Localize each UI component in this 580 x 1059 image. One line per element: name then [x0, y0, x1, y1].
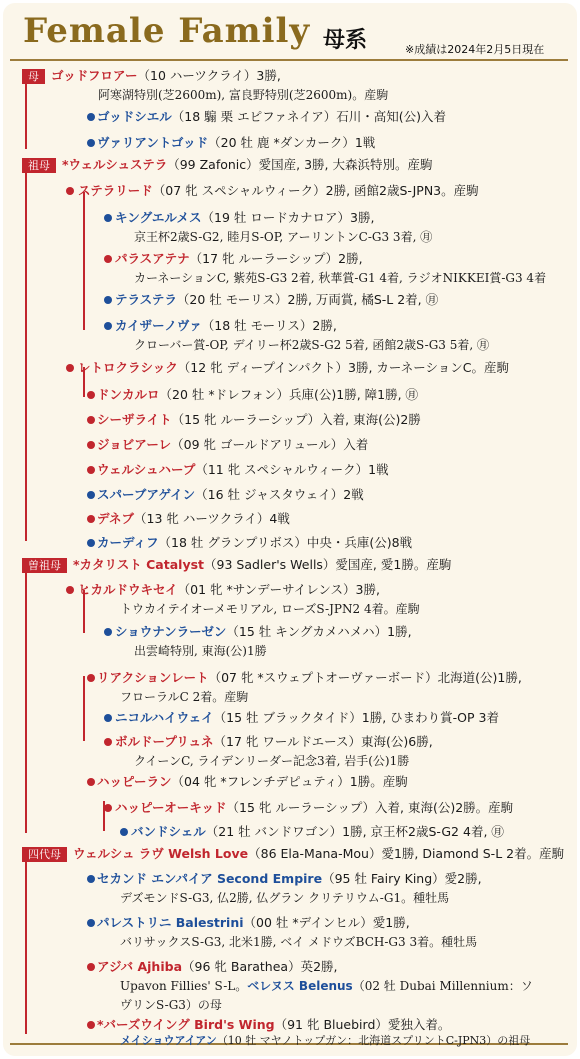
divider [10, 59, 568, 61]
horse-name[interactable]: テラステラ [115, 292, 177, 307]
bullet-icon [66, 586, 74, 594]
tree-line [25, 563, 27, 833]
entry-row [97, 871, 482, 887]
page-title-jp: 母系 [323, 28, 368, 53]
horse-name[interactable]: ジョビアーレ [97, 437, 172, 452]
horse-info: （18 騸 栗 エピファネイア）石川・高知(公)入着 [171, 109, 446, 124]
bullet-icon [104, 296, 112, 304]
entry-row [78, 582, 380, 598]
horse-name[interactable]: ショウナンラーゼン [115, 624, 227, 639]
entry-row [97, 109, 446, 125]
horse-info: （15 牝 ルーラーシップ）入着, 東海(公)2勝。産駒 [226, 800, 514, 815]
bullet-icon [104, 714, 112, 722]
horse-info: （15 牡 キングカメハメハ）1勝, [226, 624, 412, 639]
entry-row [97, 1017, 450, 1033]
horse-info: （95 牡 Fairy King）愛2勝, [322, 871, 482, 886]
entry-row [22, 68, 281, 84]
bullet-icon [87, 491, 95, 499]
entry-row [22, 157, 433, 173]
horse-info: （18 牡 グランプリボス）中央・兵庫(公)8戦 [158, 535, 413, 550]
horse-name[interactable]: パラスアテナ [115, 251, 190, 266]
horse-name[interactable]: ハッピーラン [97, 774, 172, 789]
horse-name[interactable]: ニコルハイウェイ [115, 710, 214, 725]
horse-info: （17 牝 ワールドエース）東海(公)6勝, [213, 734, 433, 749]
horse-info: （09 牝 ゴールドアリュール）入着 [171, 437, 369, 452]
entry-row [78, 183, 479, 199]
horse-name[interactable]: *カタリスト Catalyst [73, 557, 205, 572]
horse-info: （19 牡 ロードカナロア）3勝, [201, 210, 375, 225]
horse-name[interactable]: セカンド エンパイア Second Empire [97, 871, 323, 886]
horse-info: （07 牝 *スウェプトオーヴァーボード）北海道(公)1勝, [208, 670, 522, 685]
bullet-icon [87, 466, 95, 474]
tree-line [83, 676, 85, 741]
offspring-name[interactable]: メイショウアイアン [120, 1034, 217, 1047]
horse-detail: 出雲崎特別, 東海(公)1勝 [134, 644, 267, 658]
bullet-icon [87, 139, 95, 147]
entry-row [97, 387, 418, 403]
horse-info: （21 牡 バンドワゴン）1勝, 京王杯2歳S-G2 4着, ㊊ [205, 824, 504, 839]
horse-name[interactable]: カーディフ [97, 535, 159, 550]
horse-name[interactable]: ウェルシュハープ [97, 462, 196, 477]
horse-name[interactable]: リアクションレート [97, 670, 209, 685]
bullet-icon [87, 539, 95, 547]
horse-name[interactable]: ゴッドシエル [97, 109, 172, 124]
horse-info: （96 牝 Barathea）英2勝, [182, 959, 338, 974]
horse-name[interactable]: ウェルシュ ラヴ Welsh Love [73, 846, 249, 861]
gen-badge-great-granddam: 曽祖母 [22, 558, 67, 573]
horse-name[interactable]: シーザライト [97, 412, 172, 427]
horse-detail: デズモンドS-G3, 仏2勝, 仏グラン クリテリウム-G1。種牡馬 [120, 891, 450, 905]
bullet-icon [87, 113, 95, 121]
horse-name[interactable]: ステラリード [78, 183, 153, 198]
bullet-icon [87, 674, 95, 682]
horse-detail [120, 1034, 530, 1048]
horse-info: （11 牝 スペシャルウィーク）1戦 [195, 462, 389, 477]
horse-info: （00 牡 *デインヒル）愛1勝, [243, 915, 410, 930]
horse-name[interactable]: デネブ [97, 511, 135, 526]
bullet-icon [120, 828, 128, 836]
horse-name[interactable]: スパーブアゲイン [97, 487, 196, 502]
horse-detail: トウカイテイオーメモリアル, ローズS-JPN2 4着。産駒 [120, 602, 420, 616]
entry-row [115, 734, 433, 750]
horse-name[interactable]: ヒカルドウキセイ [78, 582, 178, 597]
horse-name[interactable]: バンドシェル [131, 824, 206, 839]
horse-name[interactable]: ゴッドフロアー [51, 68, 138, 83]
horse-name[interactable]: *ウェルシュステラ [62, 157, 168, 172]
horse-name[interactable]: キングエルメス [115, 210, 202, 225]
entry-row [97, 437, 368, 453]
horse-info: （99 Zafonic）愛国産, 3勝, 大森浜特別。産駒 [167, 157, 433, 172]
bullet-icon [87, 391, 95, 399]
horse-detail: バリサックスS-G3, 北米1勝, ベイ メドウズBCH-G3 3着。種牡馬 [120, 935, 478, 949]
detail-text: Upavon Fillies' S-L。 [120, 979, 248, 993]
horse-detail: 阿寒湖特別(芝2600m), 富良野特別(芝2600m)。産駒 [98, 88, 389, 102]
offspring-name[interactable]: ベレヌス Belenus [247, 979, 353, 993]
entry-row [97, 774, 408, 790]
gen-badge-dam: 母 [22, 69, 45, 84]
detail-text: （10 牡 マヤノトップガン：北海道スプリントC-JPN3）の祖母 [216, 1034, 531, 1047]
entry-row [97, 959, 338, 975]
horse-info: （20 牡 *ドレフォン）兵庫(公)1勝, 障1勝, ㊊ [159, 387, 419, 402]
bullet-icon [104, 738, 112, 746]
horse-info: （13 牝 ハーツクライ）4戦 [134, 511, 290, 526]
bullet-icon [87, 1021, 95, 1029]
horse-info: （07 牝 スペシャルウィーク）2勝, 函館2歳S-JPN3。産駒 [152, 183, 479, 198]
horse-name[interactable]: パレストリニ Balestrini [97, 915, 244, 930]
horse-info: （15 牡 ブラックタイド）1勝, ひまわり賞-OP 3着 [213, 710, 499, 725]
horse-name[interactable]: ハッピーオーキッド [115, 800, 227, 815]
bullet-icon [104, 214, 112, 222]
bullet-icon [104, 804, 112, 812]
entry-row [78, 360, 509, 376]
horse-info: （93 Sadler's Wells）愛国産, 愛1勝。産駒 [204, 557, 452, 572]
bullet-icon [104, 255, 112, 263]
horse-info: （12 牝 ディープインパクト）3勝, カーネーションC。産駒 [177, 360, 509, 375]
horse-name[interactable]: ボルドープリュネ [115, 734, 214, 749]
bullet-icon [87, 441, 95, 449]
horse-info: （17 牝 ルーラーシップ）2勝, [189, 251, 363, 266]
horse-info: （01 牝 *サンデーサイレンス）3勝, [177, 582, 380, 597]
entry-row [97, 670, 522, 686]
horse-detail [120, 978, 533, 994]
bullet-icon [66, 187, 74, 195]
entry-row [97, 412, 421, 428]
tree-line [25, 165, 27, 541]
bullet-icon [87, 963, 95, 971]
gen-badge-fourth-dam: 四代母 [22, 847, 67, 862]
horse-name[interactable]: ドンカルロ [97, 387, 160, 402]
horse-info: （04 牝 *フレンチデピュティ）1勝。産駒 [171, 774, 408, 789]
entry-row [115, 292, 438, 308]
tree-line [25, 76, 27, 149]
horse-name[interactable]: *バーズウイング Bird's Wing [97, 1017, 275, 1032]
entry-row [97, 535, 412, 551]
horse-name[interactable]: カイザーノヴァ [115, 318, 202, 333]
entry-row [115, 251, 363, 267]
page-title: Female Family [23, 11, 311, 51]
entry-row [22, 557, 451, 573]
entry-row [97, 511, 290, 527]
entry-row [115, 710, 499, 726]
entry-row [97, 462, 389, 478]
entry-row [115, 210, 374, 226]
tree-line [83, 192, 85, 330]
horse-info: （15 牝 ルーラーシップ）入着, 東海(公)2勝 [171, 412, 421, 427]
horse-info: （16 牡 ジャスタウェイ）2戦 [195, 487, 364, 502]
bullet-icon [104, 322, 112, 330]
horse-name[interactable]: ヴァリアントゴッド [97, 135, 209, 150]
bullet-icon [87, 515, 95, 523]
as-of-note: ※成績は2024年2月5日現在 [405, 43, 545, 56]
horse-info: （20 牡 モーリス）2勝, 万両賞, 橘S-L 2着, ㊊ [176, 292, 439, 307]
horse-info: （91 牝 Bluebird）愛独入着。 [274, 1017, 451, 1032]
bullet-icon [87, 416, 95, 424]
gen-badge-granddam: 祖母 [22, 158, 56, 173]
tree-line [25, 852, 27, 1034]
entry-row [97, 915, 410, 931]
bullet-icon [87, 778, 95, 786]
horse-detail: 京王杯2歳S-G2, 睦月S-OP, アーリントンC-G3 3着, ㊊ [134, 230, 433, 244]
horse-detail: ヴリンS-G3）の母 [120, 998, 222, 1012]
horse-info: （18 牡 モーリス）2勝, [201, 318, 337, 333]
horse-detail: フローラルC 2着。産駒 [120, 690, 249, 704]
horse-info: （86 Ela-Mana-Mou）愛1勝, Diamond S-L 2着。産駒 [248, 846, 565, 861]
detail-text: （02 牡 Dubai Millennium：ソ [352, 979, 533, 993]
bullet-icon [104, 628, 112, 636]
horse-name[interactable]: アジバ Ajhiba [97, 959, 183, 974]
entry-row [115, 800, 513, 816]
bullet-icon [87, 919, 95, 927]
entry-row [131, 824, 504, 840]
horse-info: （20 牡 鹿 *ダンカーク）1戦 [208, 135, 376, 150]
horse-info: （10 ハーツクライ）3勝, [137, 68, 281, 83]
entry-row [115, 624, 412, 640]
horse-detail: カーネーションC, 紫苑S-G3 2着, 秋華賞-G1 4着, ラジオNIKKEI賞-G3 4着 [134, 271, 547, 285]
horse-name[interactable]: レトロクラシック [78, 360, 178, 375]
entry-row [22, 846, 564, 862]
entry-row [97, 487, 364, 503]
entry-row [115, 318, 337, 334]
bullet-icon [87, 875, 95, 883]
bullet-icon [66, 364, 74, 372]
entry-row [97, 135, 375, 151]
horse-detail: クイーンC, ライデンリーダー記念3着, 岩手(公)1勝 [134, 754, 410, 768]
horse-detail: クローバー賞-OP, デイリー杯2歳S-G2 5着, 函館2歳S-G3 5着, ㊊ [134, 338, 490, 352]
